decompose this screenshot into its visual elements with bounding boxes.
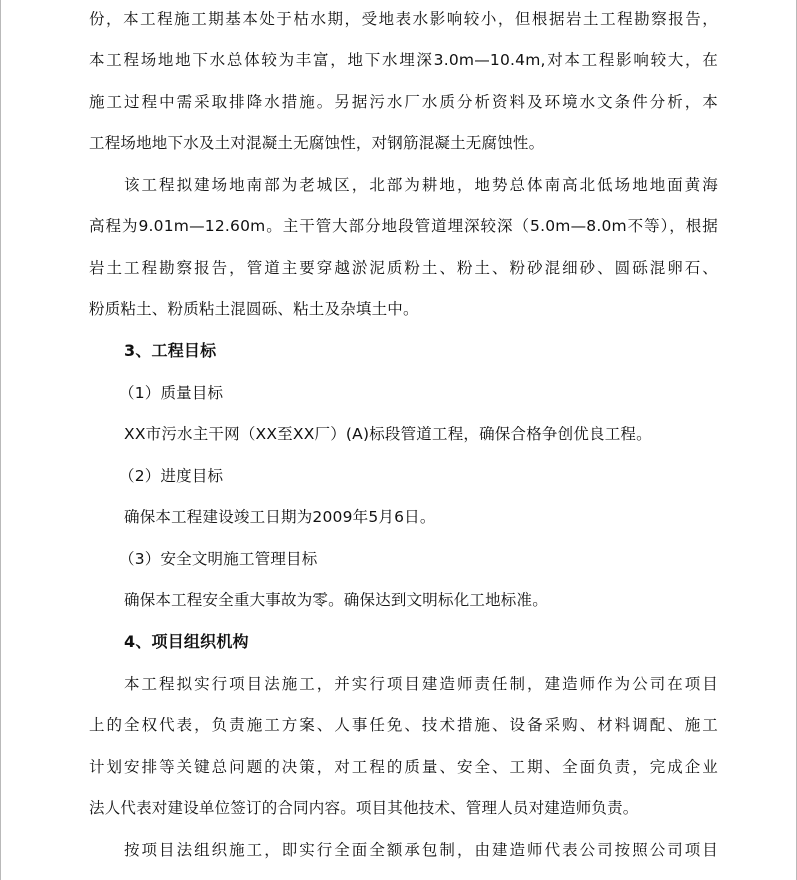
- paragraph-line: 工程场地地下水及土对混凝土无腐蚀性，对钢筋混凝土无腐蚀性。: [89, 134, 545, 152]
- paragraph-line: 上的全权代表，负责施工方案、人事任免、技术措施、设备采购、材料调配、施工: [89, 716, 718, 734]
- section-heading: 4、项目组织机构: [124, 632, 249, 651]
- goal-text: 确保本工程建设竣工日期为2009年5月6日。: [124, 508, 436, 526]
- paragraph-line: 本工程场地地下水总体较为丰富，地下水埋深3.0m—10.4m,对本工程影响较大，在: [89, 51, 718, 69]
- paragraph-line: 法人代表对建设单位签订的合同内容。项目其他技术、管理人员对建造师负责。: [89, 799, 639, 817]
- goal-label: （2）进度目标: [119, 467, 224, 485]
- paragraph-line: 高程为9.01m—12.60m。主干管大部分地段管道埋深较深（5.0m—8.0m不等），根据: [89, 217, 718, 235]
- paragraph-line: 粉质粘土、粉质粘土混圆砾、粘土及杂填土中。: [89, 300, 419, 318]
- paragraph-line: 按项目法组织施工，即实行全面全额承包制，由建造师代表公司按照公司项目: [124, 841, 718, 859]
- paragraph-line: 计划安排等关键总问题的决策，对工程的质量、安全、工期、全面负责，完成企业: [89, 758, 718, 776]
- goal-text: 确保本工程安全重大事故为零。确保达到文明标化工地标准。: [124, 591, 548, 609]
- goal-label: （3）安全文明施工管理目标: [119, 550, 318, 568]
- goal-label: （1）质量目标: [119, 384, 224, 402]
- paragraph-line: 该工程拟建场地南部为老城区，北部为耕地，地势总体南高北低场地地面黄海: [124, 176, 718, 194]
- paragraph-line: 岩土工程勘察报告，管道主要穿越淤泥质粉土、粉土、粉砂混细砂、圆砾混卵石、: [89, 259, 718, 277]
- paragraph-line: 施工过程中需采取排降水措施。另据污水厂水质分析资料及环境水文条件分析，本: [89, 93, 718, 111]
- paragraph-line: 份，本工程施工期基本处于枯水期，受地表水影响较小，但根据岩土工程勘察报告，: [89, 10, 718, 28]
- section-heading: 3、工程目标: [124, 341, 217, 360]
- paragraph-line: 本工程拟实行项目法施工，并实行项目建造师责任制，建造师作为公司在项目: [124, 675, 718, 693]
- goal-text: XX市污水主干网（XX至XX厂）(A)标段管道工程，确保合格争创优良工程。: [124, 425, 652, 443]
